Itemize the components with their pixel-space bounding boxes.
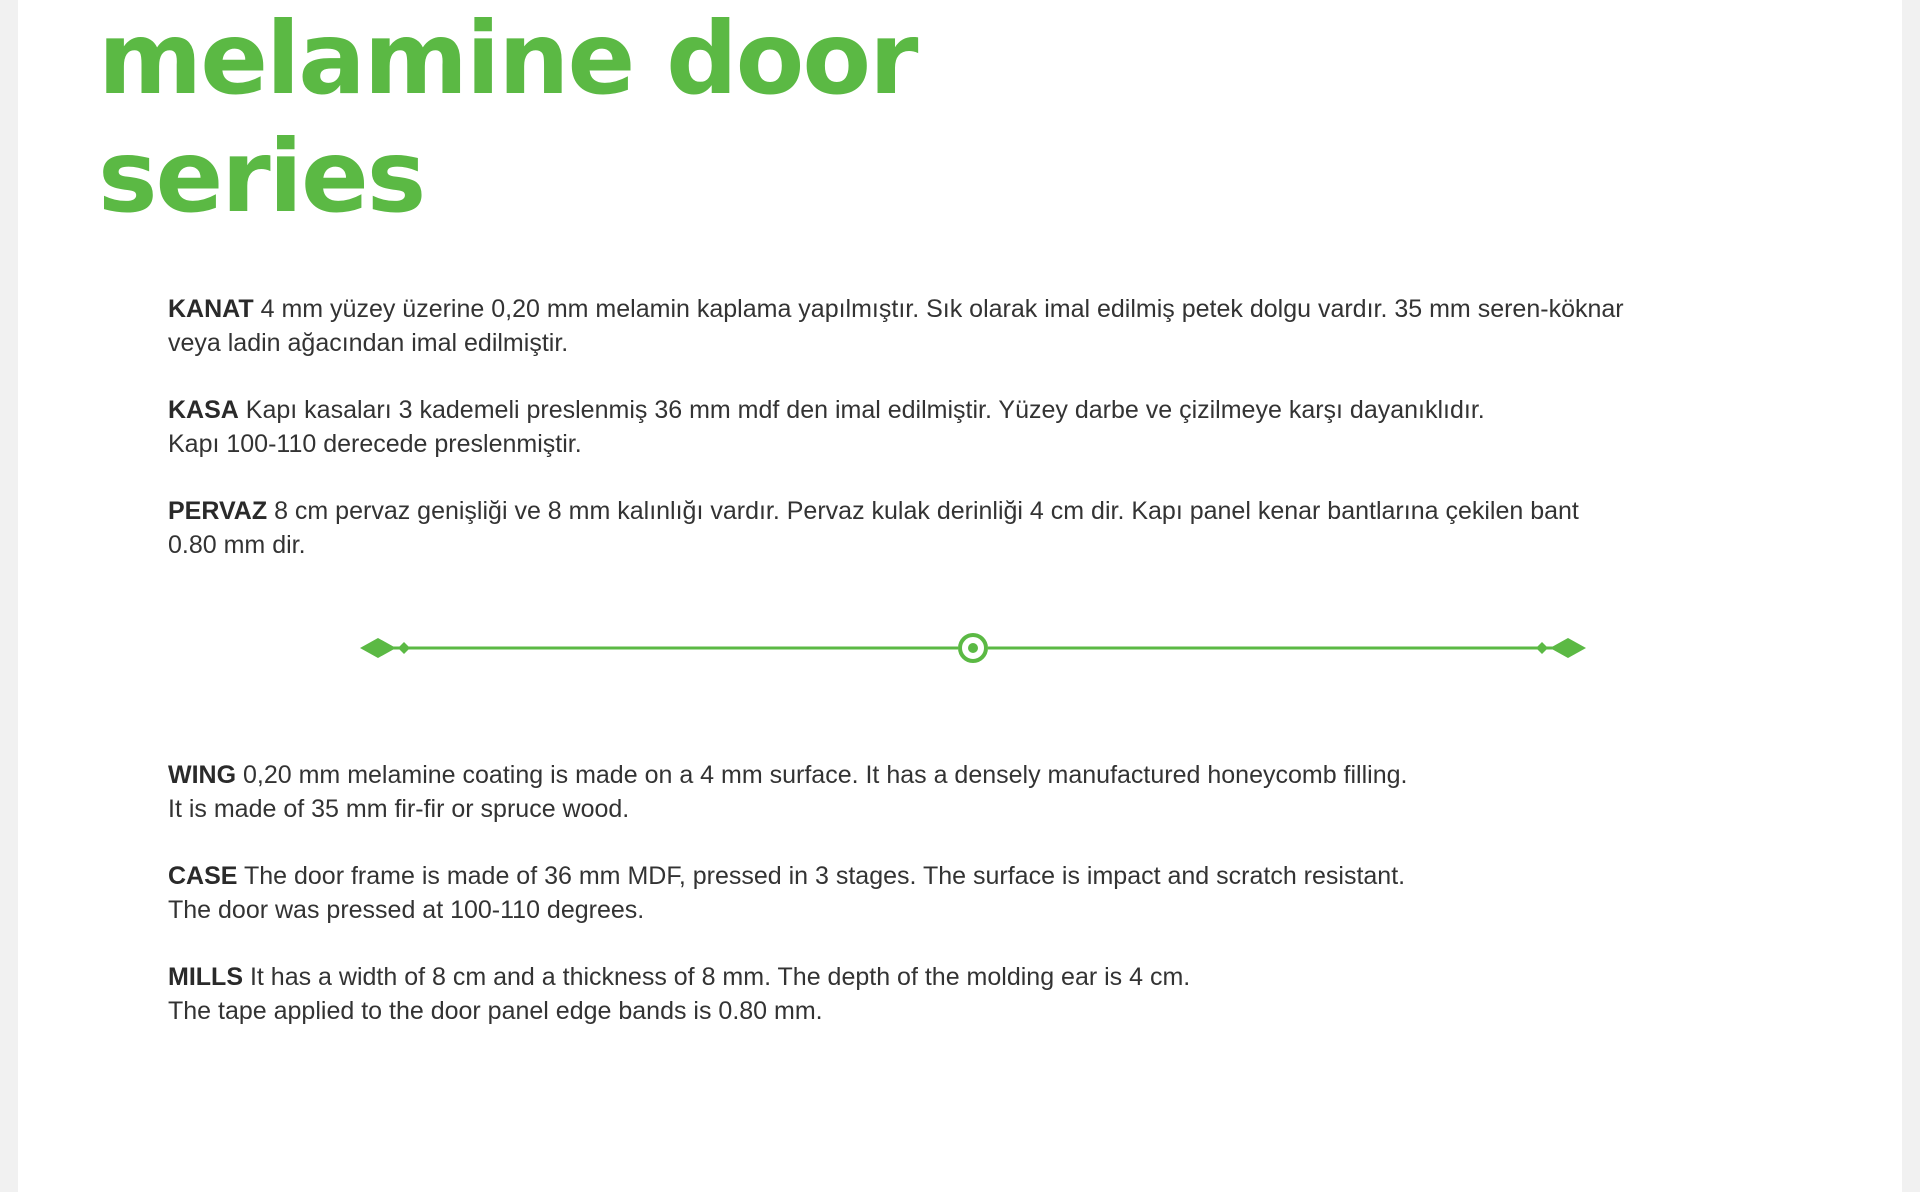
spec-text: It is made of 35 mm fir-fir or spruce wood. — [168, 795, 630, 823]
spec-text: Kapı kasaları 3 kademeli preslenmiş 36 mm mdf den imal edilmiştir. Yüzey darbe ve çizilmeye karşı dayanıklıdır. — [245, 396, 1485, 424]
spec-term: WING — [168, 761, 237, 789]
spec-text: The door frame is made of 36 mm MDF, pressed in 3 stages. The surface is impact and scratch resistant. — [243, 862, 1406, 890]
spec-term: PERVAZ — [168, 497, 268, 525]
spec-pervaz — [168, 494, 1808, 562]
spec-wing — [168, 758, 1808, 826]
spec-text: 0,20 mm melamine coating is made on a 4 mm surface. It has a densely manufactured honeycomb filling. — [243, 761, 1408, 789]
spec-text: It has a width of 8 cm and a thickness of 8 mm. The depth of the molding ear is 4 cm. — [249, 963, 1191, 991]
spec-text: 8 cm pervaz genişliği ve 8 mm kalınlığı vardır. Pervaz kulak derinliği 4 cm dir. Kapı panel kenar bantlarına çekilen bant — [274, 497, 1579, 525]
spec-mills — [168, 960, 1808, 1028]
spec-text: 4 mm yüzey üzerine 0,20 mm melamin kaplama yapılmıştır. Sık olarak imal edilmiş petek dolgu vardır. 35 mm seren-köknar — [260, 295, 1624, 323]
spec-kasa — [168, 393, 1808, 461]
document-page — [18, 0, 1902, 1192]
spec-term: MILLS — [168, 963, 243, 991]
spec-term: KANAT — [168, 295, 254, 323]
small-diamond-left-icon — [398, 642, 410, 654]
center-dot-icon — [968, 643, 978, 653]
spec-case — [168, 859, 1808, 927]
spec-text: 0.80 mm dir. — [168, 531, 306, 559]
spec-text: The door was pressed at 100-110 degrees. — [168, 896, 645, 924]
spec-text: veya ladin ağacından imal edilmiştir. — [168, 329, 569, 357]
turkish-specs — [168, 292, 1808, 595]
spec-kanat — [168, 292, 1808, 360]
title-line-1: melamine door — [98, 0, 917, 117]
english-specs — [168, 758, 1808, 1061]
small-diamond-right-icon — [1536, 642, 1548, 654]
spec-term: KASA — [168, 396, 239, 424]
diamond-right-icon — [1550, 638, 1586, 658]
page-title — [98, 0, 916, 236]
spec-text: The tape applied to the door panel edge bands is 0.80 mm. — [168, 997, 823, 1025]
ornamental-divider — [358, 628, 1588, 668]
spec-term: CASE — [168, 862, 238, 890]
diamond-left-icon — [360, 638, 396, 658]
title-line-2: series — [98, 118, 425, 235]
spec-text: Kapı 100-110 derecede preslenmiştir. — [168, 430, 582, 458]
